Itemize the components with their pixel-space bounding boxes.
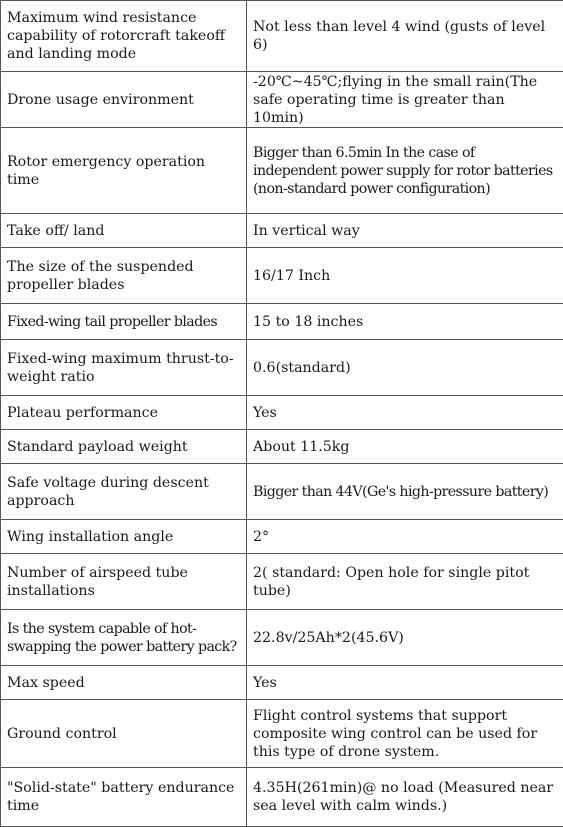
table-row xyxy=(1,304,563,340)
spec-label: Is the system capable of hot-swapping the power battery pack? xyxy=(1,610,247,666)
spec-value: Bigger than 44V(Ge's high-pressure battery) xyxy=(247,464,563,520)
spec-label: Ground control xyxy=(1,700,247,768)
spec-label: Fixed-wing maximum thrust-to-weight ratio xyxy=(1,340,247,396)
table-row xyxy=(1,248,563,304)
spec-value: -20℃~45℃;flying in the small rain(The safe operating time is greater than 10min) xyxy=(247,72,563,128)
spec-label: "Solid-state" battery endurance time xyxy=(1,768,247,827)
spec-label: Rotor emergency operation time xyxy=(1,128,247,214)
table-row xyxy=(1,700,563,768)
spec-value: 22.8v/25Ah*2(45.6V) xyxy=(247,610,563,666)
spec-value: 15 to 18 inches xyxy=(247,304,563,340)
table-row xyxy=(1,610,563,666)
table-row xyxy=(1,768,563,827)
spec-label: The size of the suspended propeller blades xyxy=(1,248,247,304)
spec-label: Fixed-wing tail propeller blades xyxy=(1,304,247,340)
spec-value: 4.35H(261min)@ no load (Measured near sea level with calm winds.) xyxy=(247,768,563,827)
spec-value: Yes xyxy=(247,396,563,430)
spec-label: Number of airspeed tube installations xyxy=(1,554,247,610)
table-row xyxy=(1,1,563,72)
table-row xyxy=(1,520,563,554)
spec-label: Maximum wind resistance capability of rotorcraft takeoff and landing mode xyxy=(1,1,247,72)
spec-value: In vertical way xyxy=(247,214,563,248)
spec-value: 16/17 Inch xyxy=(247,248,563,304)
spec-label: Take off/ land xyxy=(1,214,247,248)
spec-value: Bigger than 6.5min In the case of independent power supply for rotor batteries (non-standard power configuration) xyxy=(247,128,563,214)
spec-label: Wing installation angle xyxy=(1,520,247,554)
spec-label: Plateau performance xyxy=(1,396,247,430)
spec-value: 2° xyxy=(247,520,563,554)
spec-value: Flight control systems that support composite wing control can be used for this type of drone system. xyxy=(247,700,563,768)
spec-value: Not less than level 4 wind (gusts of level 6) xyxy=(247,1,563,72)
spec-label: Max speed xyxy=(1,666,247,700)
spec-label: Drone usage environment xyxy=(1,72,247,128)
table-row xyxy=(1,340,563,396)
spec-value: About 11.5kg xyxy=(247,430,563,464)
table-row xyxy=(1,396,563,430)
table-row xyxy=(1,128,563,214)
spec-value: Yes xyxy=(247,666,563,700)
table-row xyxy=(1,464,563,520)
table-row xyxy=(1,666,563,700)
table-row xyxy=(1,554,563,610)
table-row xyxy=(1,214,563,248)
spec-label: Safe voltage during descent approach xyxy=(1,464,247,520)
spec-value: 0.6(standard) xyxy=(247,340,563,396)
table-row xyxy=(1,72,563,128)
spec-label: Standard payload weight xyxy=(1,430,247,464)
table-row xyxy=(1,430,563,464)
spec-value: 2( standard: Open hole for single pitot tube) xyxy=(247,554,563,610)
